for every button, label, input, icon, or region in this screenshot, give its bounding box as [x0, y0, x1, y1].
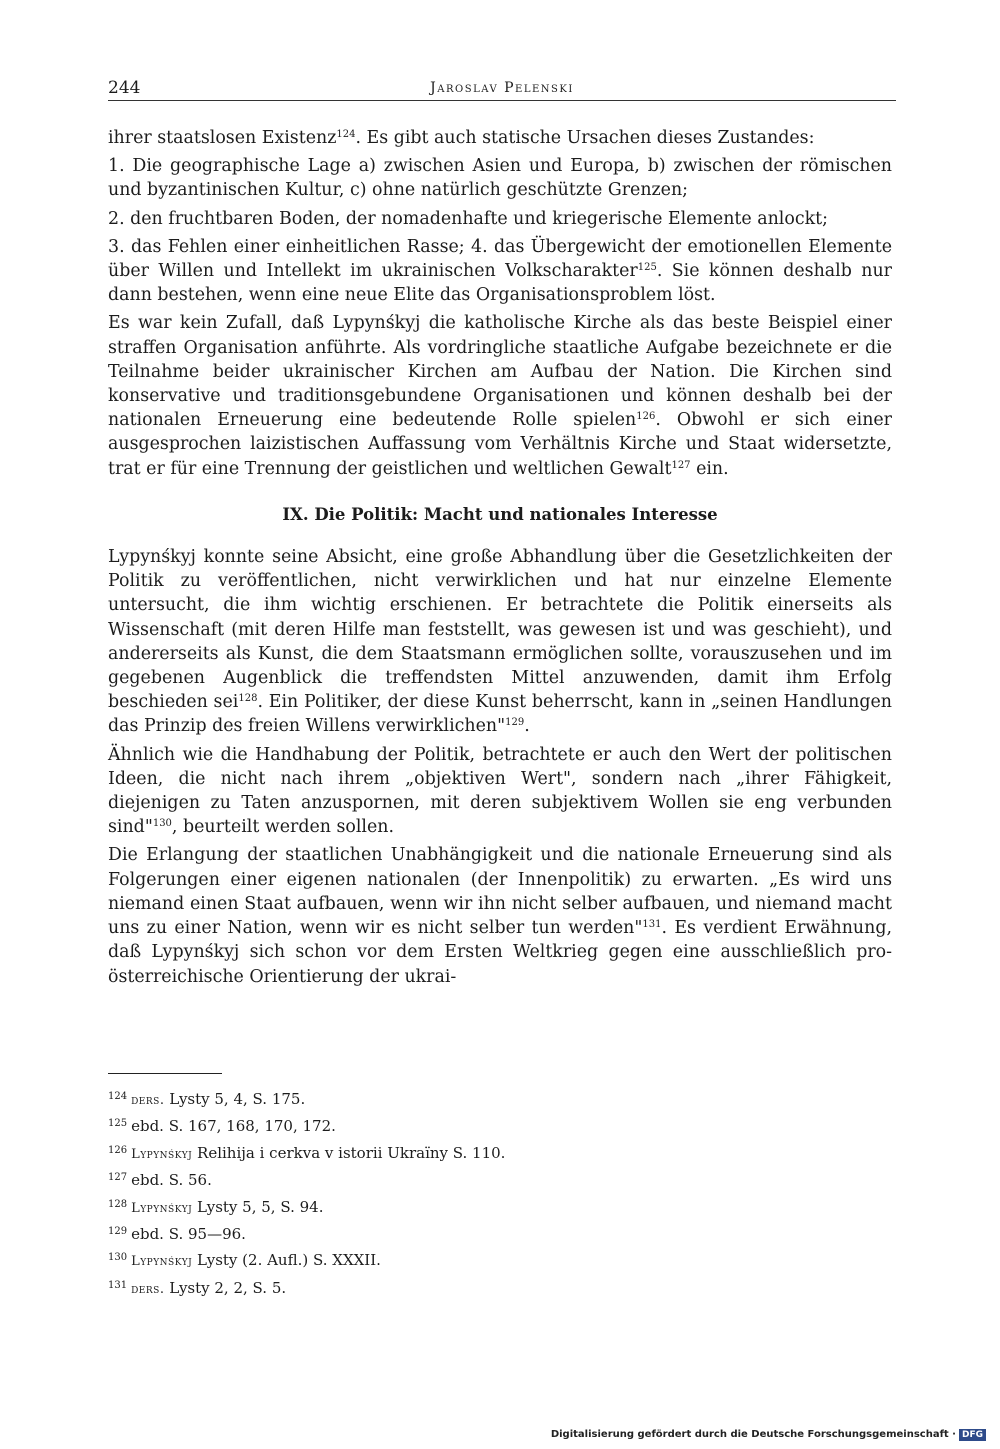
footnote-ref[interactable]: 131	[642, 919, 662, 931]
paragraph-8: Die Erlangung der staatlichen Unabhängigkeit und die nationale Erneuerung sind als Folgerungen einer eigenen nationalen (der Innenpolitik) zu erwarten. „Es wird uns niemand einen Staat aufbauen, wenn wir ihn nicht selber aufbauen, und niemand macht uns zu einer Nation, wenn wir es nicht selber tun werden"$^{131}$. Es verdient Erwähnung, daß Lypynśkyj sich schon vor dem Ersten Weltkrieg gegen eine ausschließlich pro-österreichische Orientierung der ukrai-	[108, 845, 892, 987]
page-number: 244	[108, 78, 141, 98]
paragraph-1: ihrer staatslosen Existenz$^{124}$. Es gibt auch statische Ursachen dieses Zustandes:	[108, 128, 815, 148]
footnote	[108, 1193, 808, 1220]
footnote	[108, 1220, 808, 1246]
footnote-number: 131	[108, 1279, 128, 1291]
footnote-number: 127	[108, 1172, 128, 1184]
footnote-ref[interactable]: 124	[336, 129, 356, 140]
footnote-ref[interactable]: 126	[636, 411, 656, 423]
paragraph-2: 1. Die geographische Lage a) zwischen Asien und Europa, b) zwischen der römischen und byzantinischen Kultur, c) ohne natürlich geschützte Grenzen;	[108, 156, 892, 201]
footnote-text: Relihija i cerkva v istorii Ukraïny S. 110.	[197, 1143, 506, 1162]
footnote-author: Lypynśkyj	[131, 1254, 193, 1270]
section-heading: IX. Die Politik: Macht und nationales Interesse	[282, 504, 718, 524]
footnote-text: ebd. S. 167, 168, 170, 172.	[131, 1117, 336, 1136]
running-title: Jaroslav Pelenski	[430, 80, 574, 96]
footnote-ref[interactable]: 128	[238, 693, 258, 705]
paragraph-6: Lypynśkyj konnte seine Absicht, eine große Abhandlung über die Gesetzlichkeiten der Politik zu veröffentlichen, nicht verwirklichen und hat nur einzelne Elemente untersucht, die ihm wichtig erschienen. Er betrachtete die Politik einerseits als Wissenschaft (mit deren Hilfe man feststellt, was gewesen ist und was geschieht), und andererseits als Kunst, die dem Staatsmann ermöglichen sollte, vorauszusehen und im gegebenen Augenblick die treffendsten Mittel anzuwenden, damit ihm Erfolg beschieden sei$^{128}$. Ein Politiker, der diese Kunst beherrscht, kann in „seinen Handlungen das Prinzip des freien Willens verwirklichen"$^{129}$.	[108, 547, 892, 737]
footnote-number: 129	[108, 1226, 128, 1238]
dfg-logo: DFG	[959, 1429, 986, 1441]
paragraph-3: 2. den fruchtbaren Boden, der nomadenhafte und kriegerische Elemente anlockt;	[108, 208, 828, 229]
footnote-text: Lysty (2. Aufl.) S. XXXII.	[197, 1251, 381, 1270]
main-text	[108, 126, 892, 993]
footnote-author: ders.	[131, 1281, 165, 1297]
paragraph-4: 3. das Fehlen einer einheitlichen Rasse; 4. das Übergewicht der emotionellen Elemente über Willen und Intellekt im ukrainischen Volkscharakter$^{125}$. Sie können deshalb nur dann bestehen, wenn eine neue Elite das Organisationsproblem löst.	[108, 236, 892, 306]
running-header	[108, 78, 896, 101]
footnote	[108, 1274, 808, 1301]
footnote-number: 128	[108, 1198, 128, 1210]
footnote	[108, 1246, 808, 1273]
footnote-number: 126	[108, 1144, 128, 1156]
footnote-text: Lysty 2, 2, S. 5.	[169, 1278, 287, 1297]
credit-text: Digitalisierung gefördert durch die Deutsche Forschungsgemeinschaft ·	[550, 1429, 956, 1440]
footnote-number: 124	[108, 1091, 128, 1102]
footnote-ref[interactable]: 125	[637, 262, 657, 274]
footnote-ref[interactable]: 130	[152, 818, 172, 830]
footnote-text: Lysty 5, 4, S. 175.	[169, 1090, 306, 1108]
digitization-credit	[551, 1429, 986, 1441]
footnote	[108, 1139, 808, 1166]
footnote-author: Lypynśkyj	[131, 1146, 193, 1162]
footnote-text: ebd. S. 95—96.	[131, 1225, 246, 1244]
paragraph-7: Ähnlich wie die Handhabung der Politik, betrachtete er auch den Wert der politischen Ideen, die nicht nach ihrem „objektiven Wert", sondern nach „ihrer Fähigkeit, diejenigen zu Taten anzuspornen, mit deren subjektivem Wollen sie eng verbunden sind"$^{130}$, beurteilt werden sollen.	[108, 744, 892, 838]
footnote-text: Lysty 5, 5, S. 94.	[197, 1197, 324, 1216]
footnote-text: ebd. S. 56.	[131, 1171, 212, 1190]
footnote-number: 130	[108, 1252, 128, 1264]
footnote-ref[interactable]: 129	[505, 717, 525, 729]
footnote-author: Lypynśkyj	[131, 1200, 193, 1216]
paragraph-5: Es war kein Zufall, daß Lypynśkyj die katholische Kirche als das beste Beispiel einer straffen Organisation anführte. Als vordringliche staatliche Aufgabe bezeichnete er die Teilnahme beider ukrainischer Kirchen am Aufbau der Nation. Die Kirchen sind konservative und traditionsgebundene Organisationen und können deshalb bei der nationalen Erneuerung eine bedeutende Rolle spielen$^{126}$. Obwohl er sich einer ausgesprochen laizistischen Auffassung vom Verhältnis Kirche und Staat widersetzte, trat er für eine Trennung der geistlichen und weltlichen Gewalt$^{127}$ ein.	[108, 313, 892, 479]
footnotes	[108, 1085, 808, 1301]
footnote-number: 125	[108, 1118, 128, 1130]
footnote-ref[interactable]: 127	[671, 459, 691, 471]
footnote	[108, 1085, 808, 1112]
footnote	[108, 1112, 808, 1138]
footnote	[108, 1166, 808, 1192]
footnote-author: ders.	[131, 1093, 165, 1108]
footnote-divider	[108, 1073, 222, 1074]
